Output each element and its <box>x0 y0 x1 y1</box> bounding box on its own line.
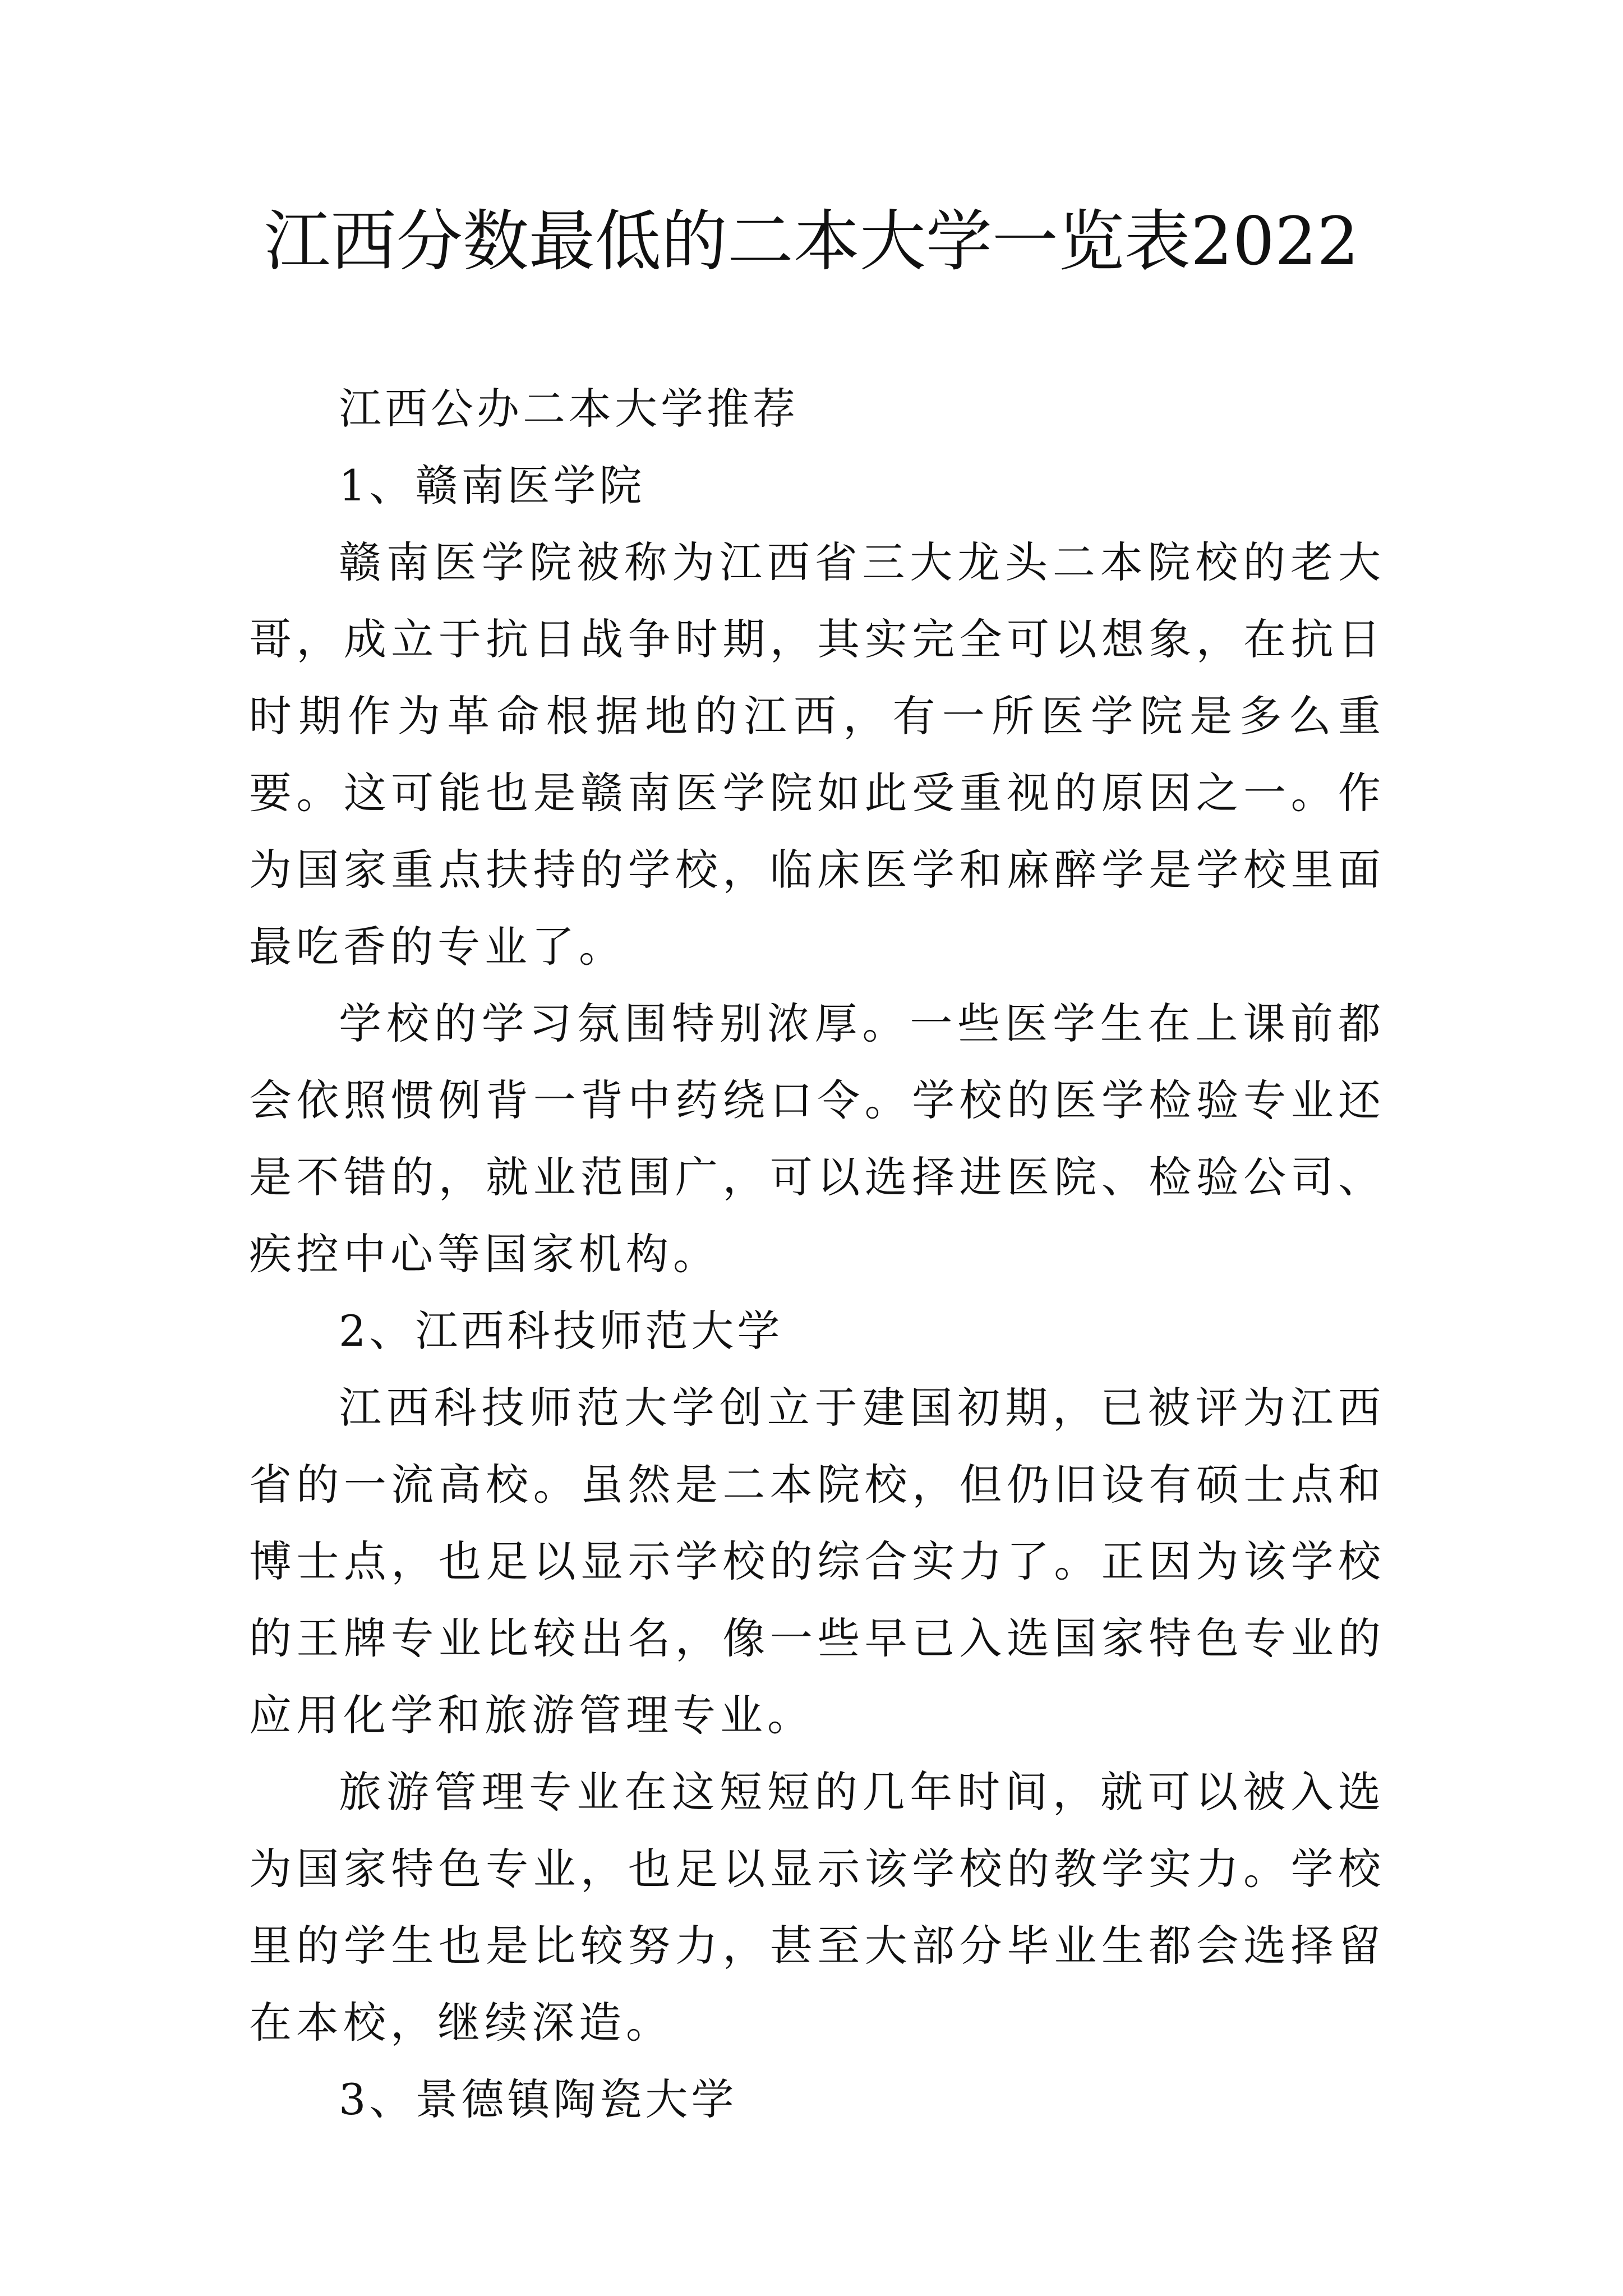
paragraph: 江西科技师范大学创立于建国初期，已被评为江西省的一流高校。虽然是二本院校，但仍旧设有硕士点和博士点，也足以显示学校的综合实力了。正因为该学校的王牌专业比较出名，像一些早已入选国家特色专业的应用化学和旅游管理专业。 <box>249 1383 1385 1740</box>
paragraph: 学校的学习氛围特别浓厚。一些医学生在上课前都会依照惯例背一背中药绕口令。学校的医学检验专业还是不错的，就业范围广，可以选择进医院、检验公司、疾控中心等国家机构。 <box>249 999 1385 1279</box>
section-heading-jiangxi-sci-tech-normal: 2、江西科技师范大学 <box>339 1306 783 1356</box>
document-body <box>249 370 1385 2138</box>
document-title: 江西分数最低的二本大学一览表2022 <box>264 203 1359 280</box>
section-intro-heading: 江西公办二本大学推荐 <box>339 384 799 434</box>
section-heading-gannan-medical: 1、赣南医学院 <box>339 461 645 510</box>
section-heading-jingdezhen-ceramic: 3、景德镇陶瓷大学 <box>339 2074 737 2124</box>
paragraph: 旅游管理专业在这短短的几年时间，就可以被入选为国家特色专业，也足以显示该学校的教学实力。学校里的学生也是比较努力，甚至大部分毕业生都会选择留在本校，继续深造。 <box>249 1767 1385 2047</box>
paragraph: 赣南医学院被称为江西省三大龙头二本院校的老大哥，成立于抗日战争时期，其实完全可以想象，在抗日时期作为革命根据地的江西，有一所医学院是多么重要。这可能也是赣南医学院如此受重视的原因之一。作为国家重点扶持的学校，临床医学和麻醉学是学校里面最吃香的专业了。 <box>249 537 1385 972</box>
